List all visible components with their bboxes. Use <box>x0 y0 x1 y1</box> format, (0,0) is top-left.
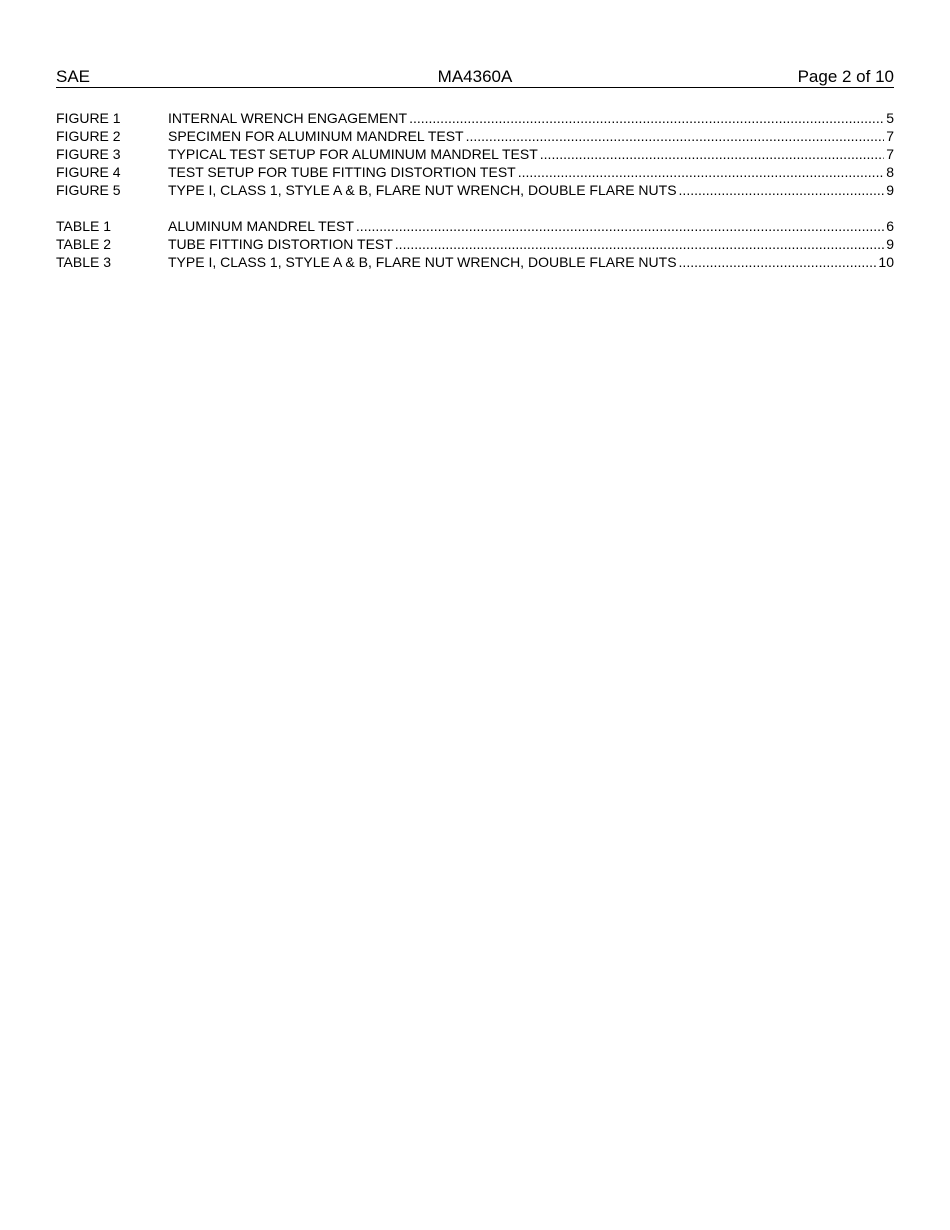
list-of-figures <box>56 109 894 199</box>
toc-title: TYPE I, CLASS 1, STYLE A & B, FLARE NUT WRENCH, DOUBLE FLARE NUTS <box>168 254 677 270</box>
toc-entry <box>168 181 894 199</box>
dot-leader <box>356 217 884 235</box>
document-page <box>56 67 894 271</box>
toc-label: FIGURE 4 <box>56 164 121 180</box>
toc-page-number: 9 <box>886 236 894 252</box>
toc-title: TYPE I, CLASS 1, STYLE A & B, FLARE NUT WRENCH, DOUBLE FLARE NUTS <box>168 182 677 198</box>
toc-row-figure-1[interactable] <box>56 109 894 127</box>
toc-title: TUBE FITTING DISTORTION TEST <box>168 236 393 252</box>
header-page-number: Page 2 of 10 <box>797 67 894 86</box>
header-organization: SAE <box>56 67 91 86</box>
toc-page-number: 10 <box>878 254 894 270</box>
toc-page-number: 9 <box>886 182 894 198</box>
toc-page-number: 8 <box>886 164 894 180</box>
toc-label: TABLE 1 <box>56 218 111 234</box>
dot-leader <box>540 145 884 163</box>
dot-leader <box>395 235 884 253</box>
dot-leader <box>518 163 884 181</box>
dot-leader <box>679 253 877 271</box>
toc-label: TABLE 3 <box>56 254 111 270</box>
toc-page-number: 7 <box>886 146 894 162</box>
toc-row-table-3[interactable] <box>56 253 894 271</box>
dot-leader <box>409 109 884 127</box>
page-header <box>56 67 894 88</box>
toc-label: FIGURE 2 <box>56 128 121 144</box>
toc-title: TEST SETUP FOR TUBE FITTING DISTORTION TEST <box>168 164 516 180</box>
toc-entry <box>168 145 894 163</box>
toc-page-number: 6 <box>886 218 894 234</box>
toc-title: SPECIMEN FOR ALUMINUM MANDREL TEST <box>168 128 464 144</box>
toc-title: ALUMINUM MANDREL TEST <box>168 218 354 234</box>
toc-label: FIGURE 3 <box>56 146 121 162</box>
toc-entry <box>168 127 894 145</box>
toc-entry <box>168 235 894 253</box>
toc-label: TABLE 2 <box>56 236 111 252</box>
toc-page-number: 7 <box>886 128 894 144</box>
toc-label: FIGURE 1 <box>56 110 121 126</box>
toc-entry <box>168 217 894 235</box>
toc-title: INTERNAL WRENCH ENGAGEMENT <box>168 110 408 126</box>
dot-leader <box>679 181 885 199</box>
toc-entry <box>168 253 894 271</box>
toc-entry <box>168 109 894 127</box>
list-of-tables <box>56 217 894 271</box>
toc-row-table-2[interactable] <box>56 235 894 253</box>
header-document-number: MA4360A <box>437 67 513 86</box>
toc-label: FIGURE 5 <box>56 182 121 198</box>
toc-page-number: 5 <box>886 110 894 126</box>
toc-row-figure-2[interactable] <box>56 127 894 145</box>
toc-title: TYPICAL TEST SETUP FOR ALUMINUM MANDREL TEST <box>168 146 538 162</box>
toc-row-figure-5[interactable] <box>56 181 894 199</box>
toc-row-table-1[interactable] <box>56 217 894 235</box>
dot-leader <box>466 127 885 145</box>
toc-row-figure-3[interactable] <box>56 145 894 163</box>
toc-entry <box>168 163 894 181</box>
toc-row-figure-4[interactable] <box>56 163 894 181</box>
